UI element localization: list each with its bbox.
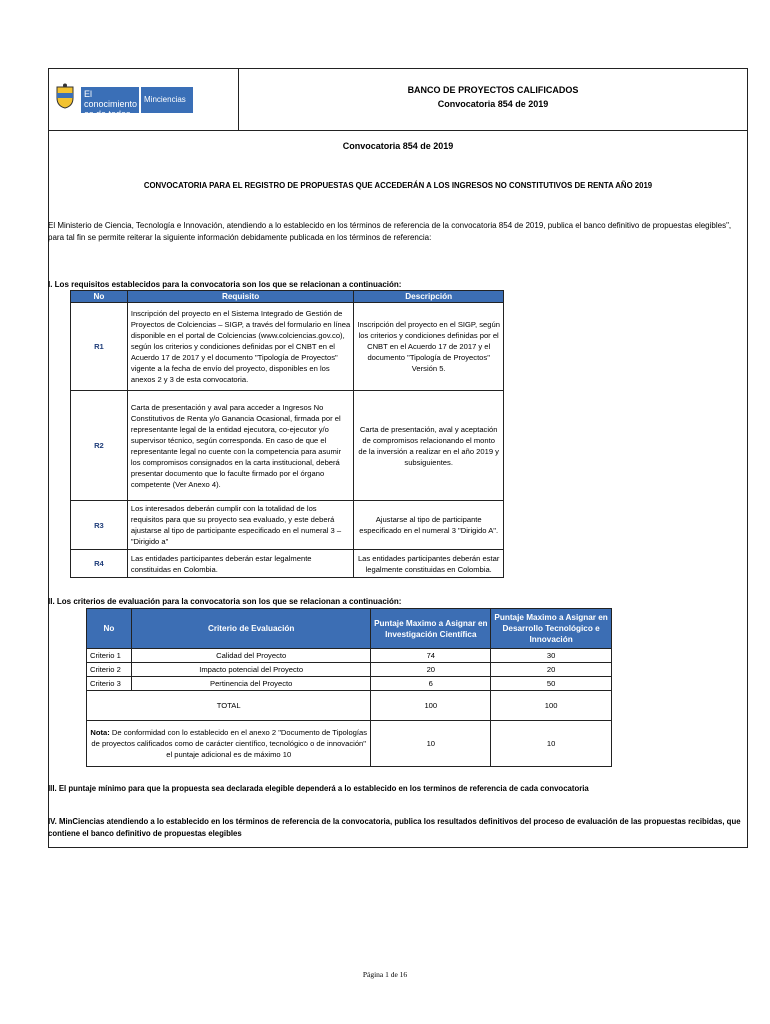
table-row [87, 663, 612, 677]
requirements-table [70, 290, 504, 578]
logo-line-1: El conocimiento [84, 89, 138, 109]
table-row [71, 391, 504, 501]
logo-line-2: es de todos [84, 109, 131, 119]
criterion-no: Criterio 3 [87, 677, 132, 691]
total-label: TOTAL [87, 691, 371, 721]
section-4-text: IV. MinCiencias atendiendo a lo establecido en los términos de referencia de la convocatoria, publica los resultados definitivos del proceso de evaluación de las propuestas recibidas, que contiene el banco definitivo de propuestas elegibles [48, 817, 741, 838]
evaluation-header-row [87, 609, 612, 649]
doc-heading: Convocatoria 854 de 2019 [342, 141, 454, 151]
req-desc: Ajustarse al tipo de participante especificado en el numeral 3 "Dirigido A". [354, 501, 504, 550]
req-no: R2 [71, 391, 128, 501]
total-row [87, 691, 612, 721]
req-desc: Carta de presentación, aval y aceptación de compromisos relacionando el monto de la inversión a realizar en el año 2019 y subsiguientes. [354, 391, 504, 501]
col-header-investigacion: Puntaje Maximo a Asignar en Investigación Científica [371, 609, 491, 649]
criterion-score-dti: 50 [491, 677, 612, 691]
criterion-score-inv: 20 [371, 663, 491, 677]
section-2-title: II. Los criterios de evaluación para la convocatoria son los que se relacionan a continuación: [48, 597, 402, 606]
criterion-score-dti: 30 [491, 649, 612, 663]
criterion-name: Calidad del Proyecto [131, 649, 370, 663]
table-row [71, 303, 504, 391]
req-text: Las entidades participantes deberán estar legalmente constituidas en Colombia. [127, 550, 354, 578]
req-no: R3 [71, 501, 128, 550]
criterion-no: Criterio 2 [87, 663, 132, 677]
note-text: De conformidad con lo establecido en el anexo 2 "Documento de Tipologías de proyectos calificados como de carácter científico, tecnológico o de innovación" el puntaje adicional es de máximo 10 [91, 728, 368, 759]
req-text: Los interesados deberán cumplir con la totalidad de los requisitos para que su proyecto sea evaluado, y este deberá ajustarse al tipo de participante especificado en el numeral 3 – "Dirigido a" [127, 501, 354, 550]
total-score-inv: 100 [371, 691, 491, 721]
note-score-dti: 10 [491, 721, 612, 767]
criterion-name: Impacto potencial del Proyecto [131, 663, 370, 677]
section-3-text: III. El puntaje mínimo para que la propuesta sea declarada elegible dependerá a lo establecido en los terminos de referencia de cada convocatoria [48, 784, 589, 793]
logo-brand: Minciencias [141, 87, 193, 113]
evaluation-table [86, 608, 612, 767]
header-title-block [239, 83, 747, 111]
criterion-no: Criterio 1 [87, 649, 132, 663]
header-subtitle: Convocatoria 854 de 2019 [437, 99, 549, 109]
note-row [87, 721, 612, 767]
note-score-inv: 10 [371, 721, 491, 767]
section-1-title: I. Los requisitos establecidos para la convocatoria son los que se relacionan a continuación: [48, 280, 402, 289]
req-desc: Las entidades participantes deberán estar legalmente constituidas en Colombia. [354, 550, 504, 578]
col-header-desarrollo: Puntaje Maximo a Asignar en Desarrollo Tecnológico e Innovación [491, 609, 612, 649]
table-row [87, 677, 612, 691]
req-desc: Inscripción del proyecto en el SIGP, según los criterios y condiciones definidas por el CNBT en el Acuerdo 17 de 2017 y el documento "Tipología de Proyectos" Versión 5. [354, 303, 504, 391]
coat-of-arms-icon [55, 83, 75, 109]
note-label: Nota: [90, 728, 110, 737]
header-title: BANCO DE PROYECTOS CALIFICADOS [407, 85, 579, 95]
criterion-score-inv: 6 [371, 677, 491, 691]
table-row [71, 501, 504, 550]
page-number: Página 1 de 16 [362, 970, 408, 979]
note-cell [87, 721, 371, 767]
col-header-requisito: Requisito [127, 291, 354, 303]
req-text: Carta de presentación y aval para acceder a Ingresos No Constitutivos de Renta y/o Ganancia Ocasional, firmada por el representante legal de la entidad ejecutora, co-ejecutor y/o supervisor técnico, según corresponda. En caso de que el representante legal no cuente con la competencia para asumir los compromisos consignados en la carta institucional, deberá presentar documento que lo faculte firmado por el órgano competente (Ver Anexo 4). [127, 391, 354, 501]
criterion-name: Pertinencia del Proyecto [131, 677, 370, 691]
criterion-score-dti: 20 [491, 663, 612, 677]
doc-subheading: CONVOCATORIA PARA EL REGISTRO DE PROPUESTAS QUE ACCEDERÁN A LOS INGRESOS NO CONSTITUTIVOS DE RENTA AÑO 2019 [143, 181, 653, 190]
req-no: R4 [71, 550, 128, 578]
doc-intro: El Ministerio de Ciencia, Tecnología e Innovación, atendiendo a lo establecido en los términos de referencia de la convocatoria 854 de 2019, publica el banco definitivo de propuestas elegibles", para tal fin se permite reiterar la siguiente información debidamente publicada en los términos de referencia: [48, 221, 732, 242]
col-header-descripcion: Descripción [354, 291, 504, 303]
logo-block [49, 69, 239, 130]
document-header [49, 69, 747, 131]
col-header-no: No [71, 291, 128, 303]
criterion-score-inv: 74 [371, 649, 491, 663]
req-text: Inscripción del proyecto en el Sistema Integrado de Gestión de Proyectos de Colciencias – SIGP, a través del formulario en línea disponible en el portal de Colciencias (www.colciencias.gov.co), según los criterios y condiciones definidas por el CNBT en el Acuerdo 17 de 2017 y el documento "Tipología de Proyectos" vigente a la fecha de envío del proyecto, disponibles en los anexos 2 y 3 de esta convocatoria. [127, 303, 354, 391]
req-no: R1 [71, 303, 128, 391]
table-row [87, 649, 612, 663]
col-header-no: No [87, 609, 132, 649]
table-row [71, 550, 504, 578]
logo-slogan [81, 87, 139, 119]
requirements-header-row [71, 291, 504, 303]
col-header-criterio: Criterio de Evaluación [131, 609, 370, 649]
total-score-dti: 100 [491, 691, 612, 721]
